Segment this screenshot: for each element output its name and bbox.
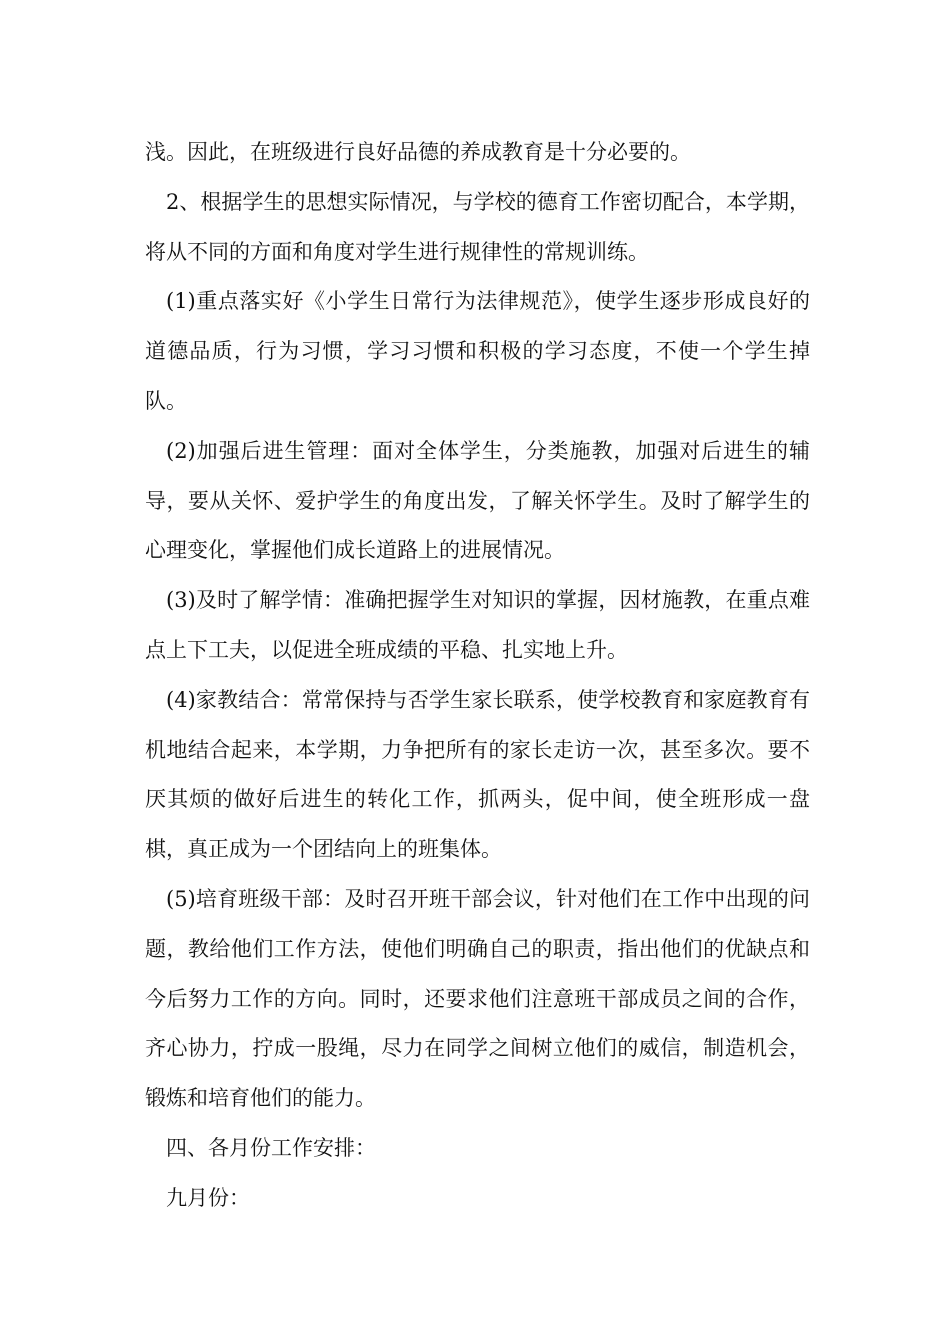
paragraph-continuation: 浅。因此，在班级进行良好品德的养成教育是十分必要的。 — [145, 140, 691, 164]
paragraph-subitem-3: (3)及时了解学情：准确把握学生对知识的掌握，因材施教，在重点难点上下工夫，以促进全班成绩的平稳、扎实地上升。 — [145, 588, 810, 662]
paragraph-subitem-1: (1)重点落实好《小学生日常行为法律规范》，使学生逐步形成良好的道德品质，行为习惯，学习习惯和积极的学习态度，不使一个学生掉队。 — [145, 289, 810, 413]
paragraph-subitem-2: (2)加强后进生管理：面对全体学生，分类施教，加强对后进生的辅导，要从关怀、爱护学生的角度出发，了解关怀学生。及时了解学生的心理变化，掌握他们成长道路上的进展情况。 — [145, 438, 810, 563]
section-heading-monthly-plan: 四、各月份工作安排： — [166, 1135, 376, 1160]
paragraph-item-2: 2、根据学生的思想实际情况，与学校的德育工作密切配合，本学期，将从不同的方面和角度对学生进行规律性的常规训练。 — [145, 189, 810, 264]
month-heading-september: 九月份： — [166, 1185, 250, 1210]
paragraph-subitem-5: (5)培育班级干部：及时召开班干部会议，针对他们在工作中出现的问题，教给他们工作方法，使他们明确自己的职责，指出他们的优缺点和今后努力工作的方向。同时，还要求他们注意班干部成员之间的合作，齐心协力，拧成一股绳，尽力在同学之间树立他们的威信，制造机会，锻炼和培育他们的能力。 — [145, 886, 810, 1111]
document-body — [145, 128, 810, 1224]
paragraph-subitem-4: (4)家教结合：常常保持与否学生家长联系，使学校教育和家庭教育有机地结合起来，本学期，力争把所有的家长走访一次，甚至多次。要不厌其烦的做好后进生的转化工作，抓两头，促中间，使全班形成一盘棋，真正成为一个团结向上的班集体。 — [145, 687, 810, 862]
